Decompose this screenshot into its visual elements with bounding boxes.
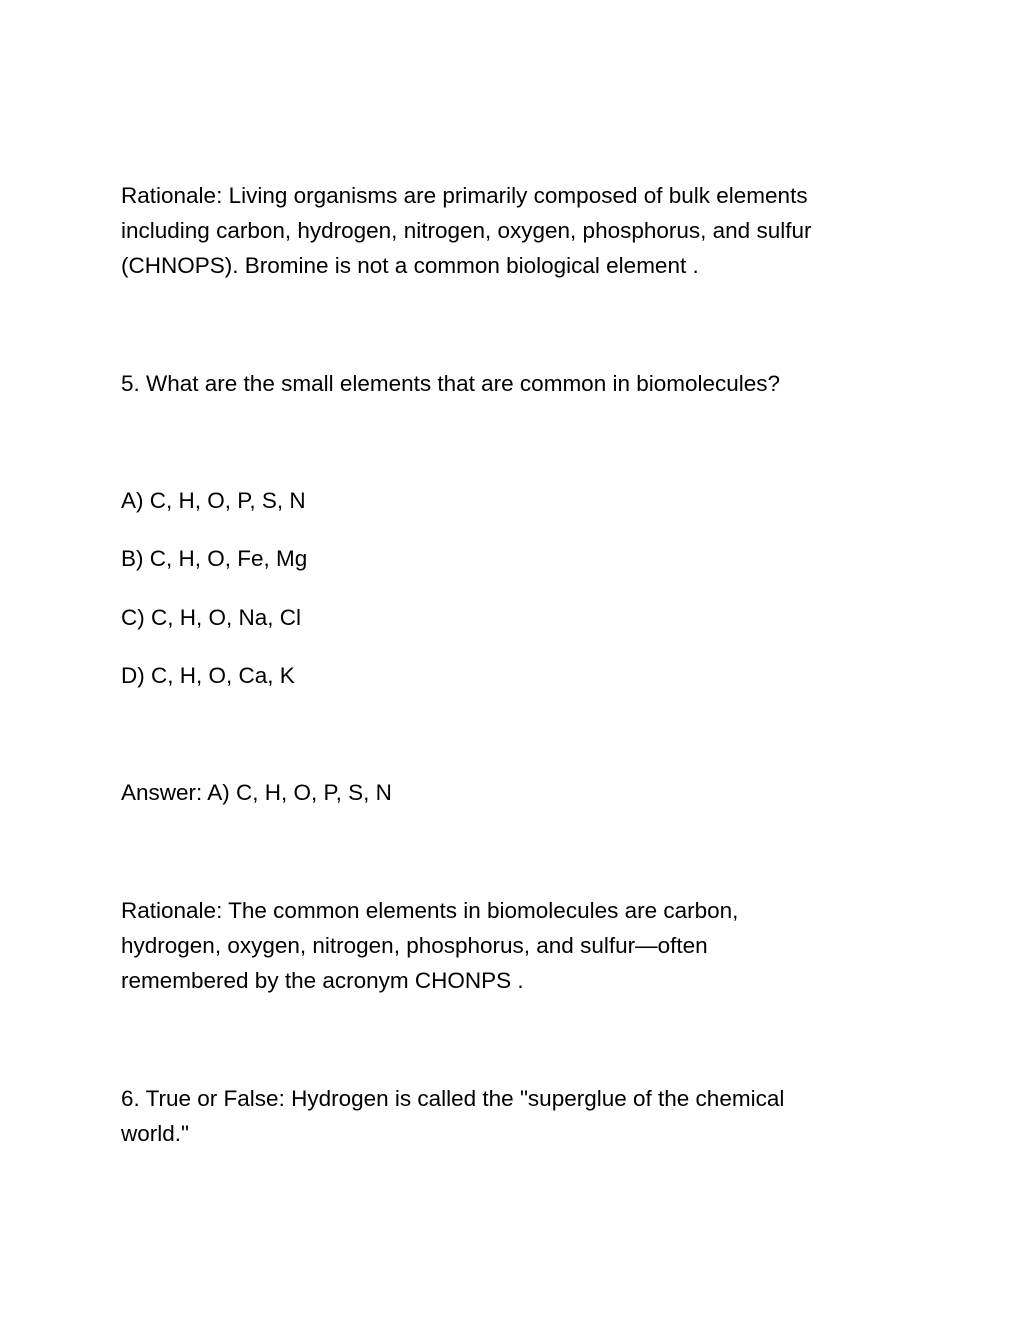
question-5-text: 5. What are the small elements that are common in biomolecules?: [121, 371, 781, 396]
rationale-5-line-1: Rationale: The common elements in biomolecules are carbon,: [121, 898, 739, 923]
option-a: A) C, H, O, P, S, N: [121, 488, 306, 513]
question-6-line-1: 6. True or False: Hydrogen is called the "superglue of the chemical: [121, 1086, 785, 1111]
rationale-5-line-3: remembered by the acronym CHONPS .: [121, 968, 524, 993]
rationale-4-line-2: including carbon, hydrogen, nitrogen, oxygen, phosphorus, and sulfur: [121, 218, 812, 243]
option-d: D) C, H, O, Ca, K: [121, 663, 295, 688]
rationale-4-line-1: Rationale: Living organisms are primarily composed of bulk elements: [121, 183, 808, 208]
option-b: B) C, H, O, Fe, Mg: [121, 546, 308, 571]
rationale-5-line-2: hydrogen, oxygen, nitrogen, phosphorus, and sulfur—often: [121, 933, 708, 958]
option-c: C) C, H, O, Na, Cl: [121, 605, 302, 630]
rationale-4-line-3: (CHNOPS). Bromine is not a common biological element .: [121, 253, 699, 278]
answer-5: Answer: A) C, H, O, P, S, N: [121, 780, 392, 805]
question-6-line-2: world.": [121, 1121, 190, 1146]
